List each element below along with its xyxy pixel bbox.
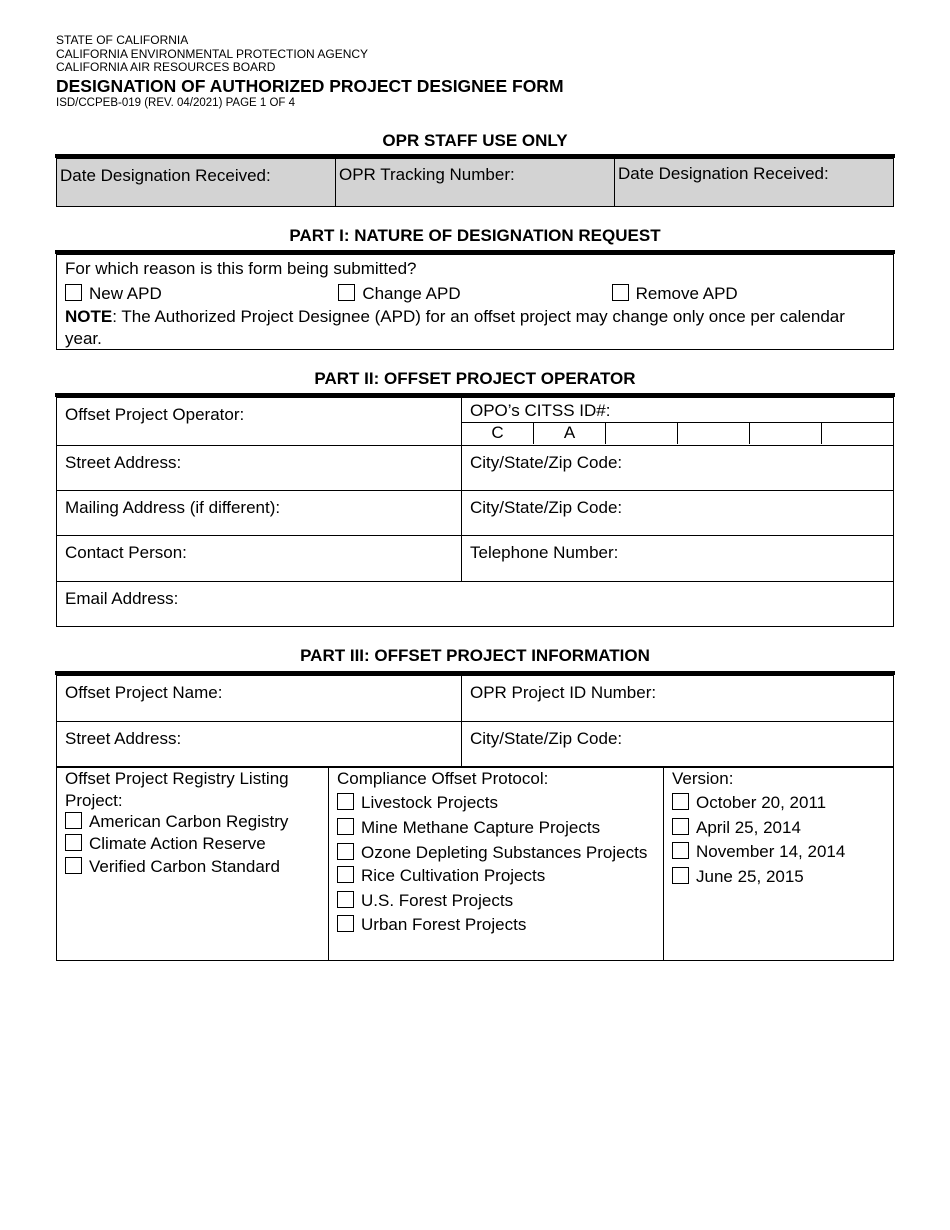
operator-table xyxy=(56,397,894,627)
contact-label: Contact Person: xyxy=(65,543,187,562)
project-city-field[interactable] xyxy=(462,722,894,768)
urban-forest-checkbox[interactable] xyxy=(337,915,354,932)
contact-field[interactable] xyxy=(57,536,462,582)
citss-field xyxy=(462,398,894,446)
board-line: CALIFORNIA AIR RESOURCES BOARD xyxy=(56,60,276,74)
acr-label: American Carbon Registry xyxy=(89,812,289,831)
form-number: ISD/CCPEB-019 (REV. 04/2021) PAGE 1 OF 4 xyxy=(56,96,296,109)
car-checkbox[interactable] xyxy=(65,834,82,851)
operator-label: Offset Project Operator: xyxy=(65,405,245,424)
version-apr-2014-checkbox[interactable] xyxy=(672,818,689,835)
agency-line: CALIFORNIA ENVIRONMENTAL PROTECTION AGENCY xyxy=(56,46,369,61)
version-option[interactable] xyxy=(672,865,885,890)
city-field-1[interactable] xyxy=(462,446,894,491)
email-label: Email Address: xyxy=(65,589,179,608)
email-field[interactable] xyxy=(57,582,894,627)
protocol-label: Compliance Offset Protocol: xyxy=(337,769,549,788)
project-name-field[interactable] xyxy=(57,676,462,722)
protocol-option[interactable] xyxy=(337,913,655,938)
mailing-label: Mailing Address (if different): xyxy=(65,498,281,517)
version-nov-2014-checkbox[interactable] xyxy=(672,842,689,859)
phone-label: Telephone Number: xyxy=(470,543,619,562)
protocol-option[interactable] xyxy=(337,889,655,914)
change-apd-checkbox[interactable] xyxy=(338,284,355,301)
citss-box-4[interactable] xyxy=(678,423,750,444)
ods-label: Ozone Depleting Substances Projects xyxy=(361,843,648,862)
project-id-label: OPR Project ID Number: xyxy=(470,683,657,702)
project-id-field[interactable] xyxy=(462,676,894,722)
version-option[interactable] xyxy=(672,840,885,865)
tracking-number-label: OPR Tracking Number: xyxy=(339,165,515,184)
version-option[interactable] xyxy=(672,791,885,816)
us-forest-label: U.S. Forest Projects xyxy=(361,890,514,910)
reason-options xyxy=(65,281,885,306)
version-apr-2014-label: April 25, 2014 xyxy=(696,817,801,837)
option-change-apd[interactable] xyxy=(338,281,611,306)
project-street-label: Street Address: xyxy=(65,729,182,748)
protocol-option[interactable] xyxy=(337,864,655,889)
remove-apd-label: Remove APD xyxy=(635,284,738,303)
option-remove-apd[interactable] xyxy=(612,281,885,306)
livestock-checkbox[interactable] xyxy=(337,793,354,810)
registry-label: Offset Project Registry Listing Project: xyxy=(65,769,289,810)
part1-heading: PART I: NATURE OF DESIGNATION REQUEST xyxy=(289,226,661,245)
note xyxy=(65,306,885,350)
ods-checkbox[interactable] xyxy=(337,843,354,860)
form-header xyxy=(56,34,564,110)
version-2015-checkbox[interactable] xyxy=(672,867,689,884)
protocol-cell xyxy=(329,767,664,961)
rice-checkbox[interactable] xyxy=(337,866,354,883)
us-forest-checkbox[interactable] xyxy=(337,891,354,908)
citss-label: OPO’s CITSS ID#: xyxy=(462,398,893,423)
vcs-checkbox[interactable] xyxy=(65,857,82,874)
remove-apd-checkbox[interactable] xyxy=(612,284,629,301)
part2-heading: PART II: OFFSET PROJECT OPERATOR xyxy=(314,369,636,388)
change-apd-label: Change APD xyxy=(362,284,461,303)
date-received-label-2: Date Designation Received: xyxy=(618,164,829,183)
reason-question: For which reason is this form being submitted? xyxy=(65,259,417,278)
version-nov-2014-label: November 14, 2014 xyxy=(696,842,846,861)
part3-heading: PART III: OFFSET PROJECT INFORMATION xyxy=(300,646,650,665)
option-new-apd[interactable] xyxy=(65,281,338,306)
registry-option[interactable] xyxy=(65,811,320,833)
citss-box-c: C xyxy=(462,423,534,444)
registry-cell xyxy=(57,767,329,961)
date-received-field-1[interactable] xyxy=(57,159,336,207)
street-field[interactable] xyxy=(57,446,462,491)
version-2015-label: June 25, 2015 xyxy=(696,866,804,886)
mailing-field[interactable] xyxy=(57,491,462,536)
mine-methane-label: Mine Methane Capture Projects xyxy=(361,817,601,837)
street-label: Street Address: xyxy=(65,453,182,472)
new-apd-checkbox[interactable] xyxy=(65,284,82,301)
part1-box xyxy=(56,254,894,350)
livestock-label: Livestock Projects xyxy=(361,793,498,812)
protocol-option[interactable] xyxy=(337,816,655,841)
project-street-field[interactable] xyxy=(57,722,462,768)
new-apd-label: New APD xyxy=(89,284,162,303)
project-name-label: Offset Project Name: xyxy=(65,683,223,702)
rice-label: Rice Cultivation Projects xyxy=(361,866,546,885)
staff-table xyxy=(56,158,894,207)
acr-checkbox[interactable] xyxy=(65,812,82,829)
car-label: Climate Action Reserve xyxy=(89,834,266,853)
version-label: Version: xyxy=(672,769,734,788)
citss-boxes xyxy=(462,423,893,444)
vcs-label: Verified Carbon Standard xyxy=(89,857,280,876)
citss-box-3[interactable] xyxy=(606,423,678,444)
citss-box-5[interactable] xyxy=(750,423,822,444)
protocol-option[interactable] xyxy=(337,791,655,816)
city-label-1: City/State/Zip Code: xyxy=(470,453,623,472)
citss-box-6[interactable] xyxy=(822,423,893,444)
project-table-top xyxy=(56,675,894,768)
note-label: NOTE xyxy=(65,307,113,326)
version-cell xyxy=(664,767,894,961)
tracking-number-field[interactable] xyxy=(336,159,615,207)
state-line: STATE OF CALIFORNIA xyxy=(56,33,189,47)
staff-heading: OPR STAFF USE ONLY xyxy=(382,131,568,150)
mine-methane-checkbox[interactable] xyxy=(337,818,354,835)
note-text: : The Authorized Project Designee (APD) for an offset project may change only once per calendar year. xyxy=(65,307,845,348)
registry-option[interactable] xyxy=(65,833,320,855)
version-2011-label: October 20, 2011 xyxy=(696,793,827,812)
date-received-field-2[interactable] xyxy=(615,159,894,207)
citss-box-a: A xyxy=(534,423,606,444)
city-field-2[interactable] xyxy=(462,491,894,536)
project-city-label: City/State/Zip Code: xyxy=(470,729,623,748)
phone-field[interactable] xyxy=(462,536,894,582)
date-received-label-1: Date Designation Received: xyxy=(60,166,271,185)
protocol-option[interactable] xyxy=(337,840,655,864)
urban-forest-label: Urban Forest Projects xyxy=(361,915,527,934)
registry-option[interactable] xyxy=(65,855,320,879)
version-2011-checkbox[interactable] xyxy=(672,793,689,810)
form-title: DESIGNATION OF AUTHORIZED PROJECT DESIGNEE FORM xyxy=(56,75,564,96)
operator-field[interactable] xyxy=(57,398,462,446)
city-label-2: City/State/Zip Code: xyxy=(470,498,623,517)
version-option[interactable] xyxy=(672,816,885,841)
project-table-bottom xyxy=(56,766,894,961)
